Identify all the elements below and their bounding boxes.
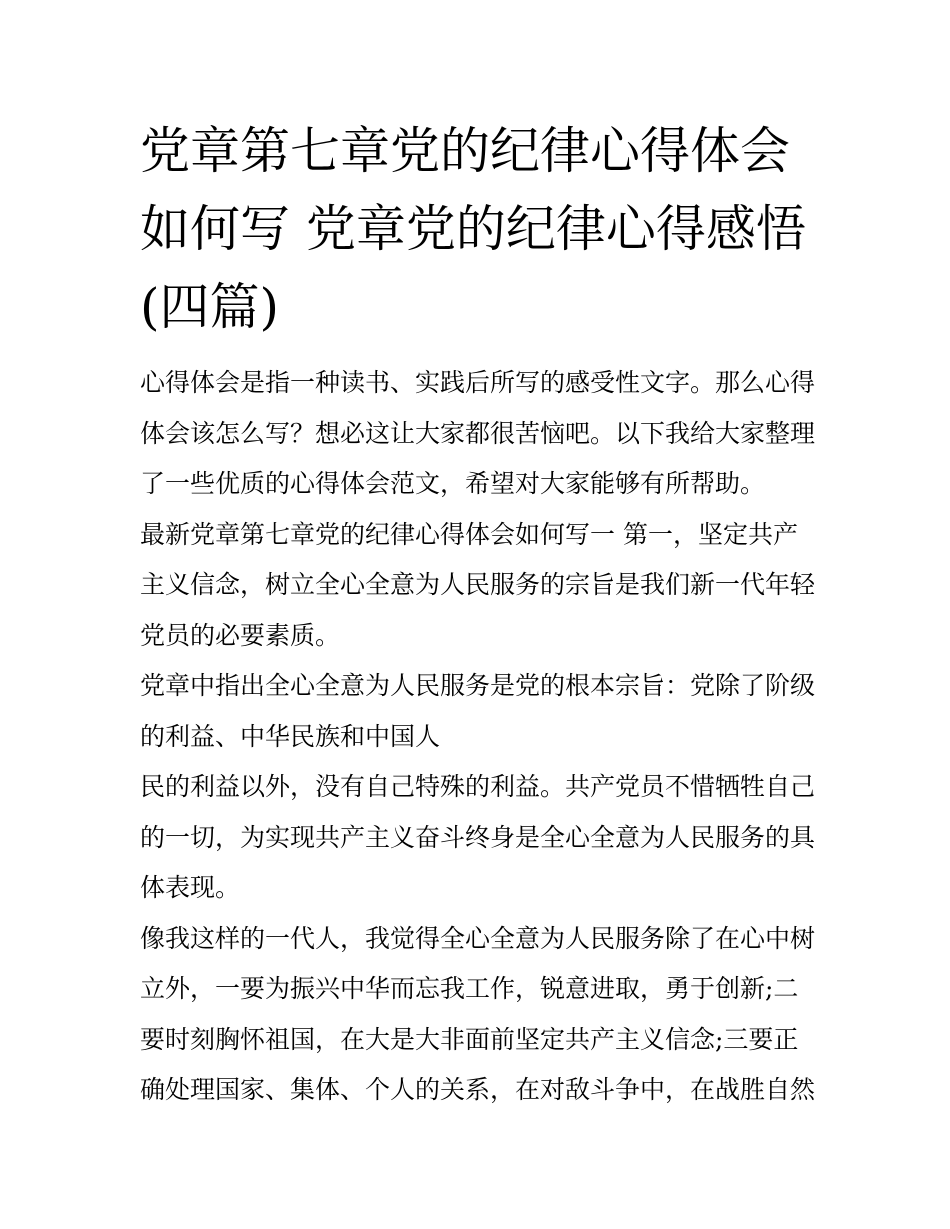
- body-line: 党员的必要素质。: [140, 620, 341, 650]
- body-line: 主义信念，树立全心全意为人民服务的宗旨是我们新一代年轻: [140, 570, 816, 599]
- body-line: 最新党章第七章党的纪律心得体会如何写一 第一，坚定共产: [140, 519, 798, 549]
- body-line: 了一些优质的心得体会范文，希望对大家能够有所帮助。: [140, 469, 766, 498]
- body-line: 党章中指出全心全意为人民服务是党的根本宗旨：党除了阶级: [140, 671, 816, 700]
- body-line: 立外，一要为振兴中华而忘我工作，锐意进取，勇于创新;二: [140, 974, 799, 1003]
- body-line: 的一切，为实现共产主义奋斗终身是全心全意为人民服务的具: [140, 822, 816, 852]
- document-body: [140, 358, 820, 1116]
- body-line: 体会该怎么写？想必这让大家都很苦恼吧。以下我给大家整理: [140, 418, 816, 448]
- title-line: 党章第七章党的纪律心得体会: [140, 122, 790, 180]
- body-line: 民的利益以外，没有自己特殊的利益。共产党员不惜牺牲自己: [140, 772, 816, 801]
- document-title: [140, 112, 820, 346]
- body-line: 的利益、中华民族和中国人: [140, 721, 441, 751]
- body-line: 要时刻胸怀祖国，在大是大非面前坚定共产主义信念;三要正: [140, 1024, 799, 1054]
- body-line: 体表现。: [140, 873, 241, 902]
- title-line: (四篇): [140, 278, 280, 336]
- title-line: 如何写 党章党的纪律心得感悟: [140, 200, 806, 258]
- body-line: 确处理国家、集体、个人的关系，在对敌斗争中，在战胜自然: [140, 1075, 816, 1104]
- body-line: 像我这样的一代人，我觉得全心全意为人民服务除了在心中树: [140, 923, 816, 953]
- body-line: 心得体会是指一种读书、实践后所写的感受性文字。那么心得: [140, 368, 816, 397]
- document-content: [140, 112, 820, 1116]
